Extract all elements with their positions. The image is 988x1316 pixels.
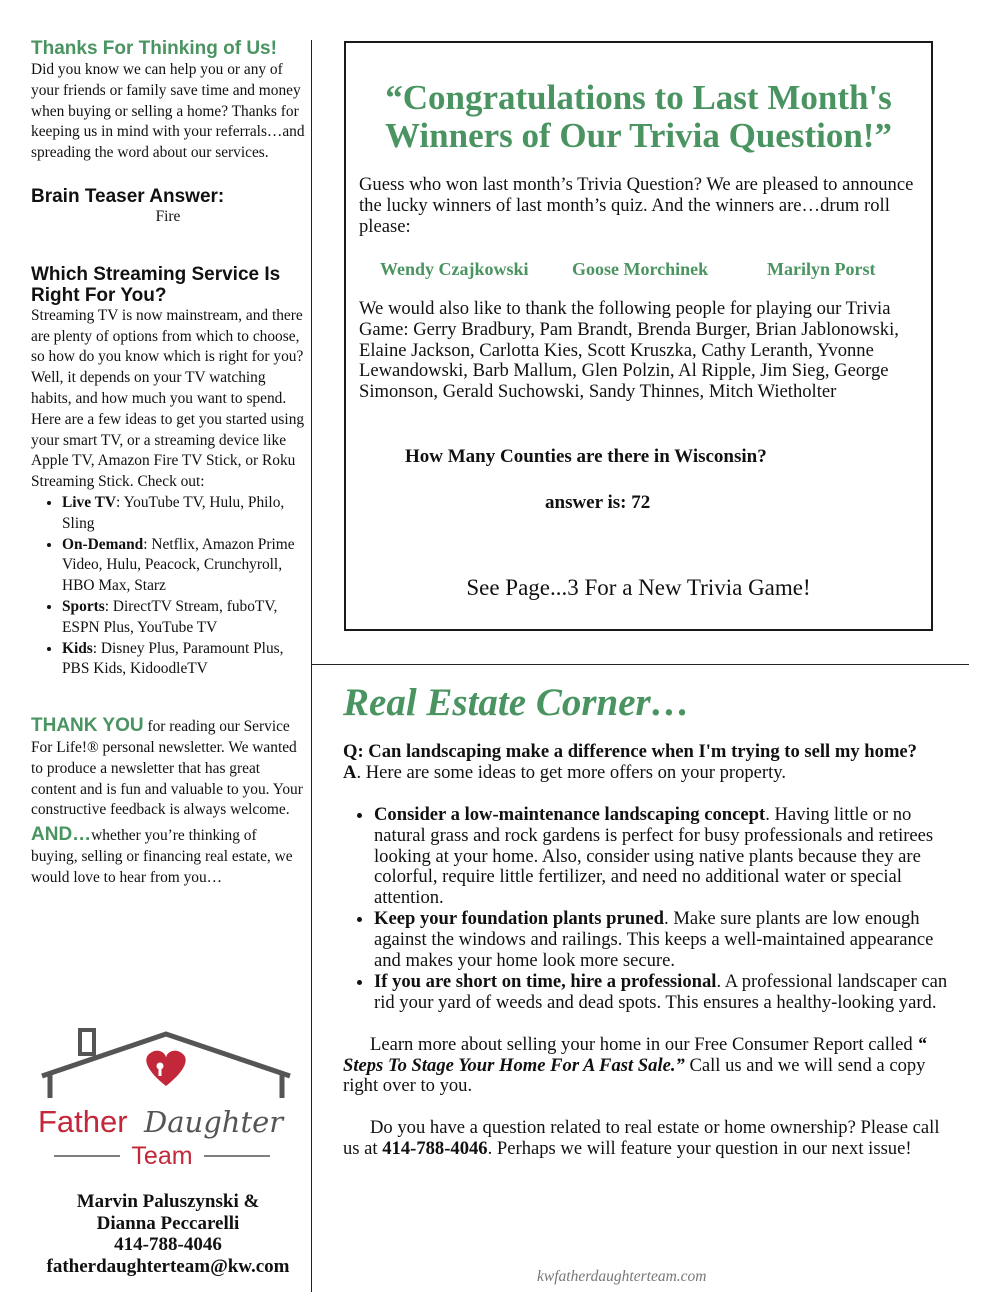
re-answer-text: . Here are some ideas to get more offers on your property. [356, 761, 787, 783]
brain-teaser-answer: Fire [155, 207, 181, 225]
list-item-label: On-Demand [62, 535, 144, 553]
streaming-heading: Which Streaming Service Is Right For You? [31, 263, 281, 306]
trivia-title: “Congratulations to Last Month's Winners of Our Trivia Question!” [385, 78, 892, 155]
agent-name-2: Dianna Peccarelli [96, 1212, 240, 1234]
list-item [374, 805, 958, 910]
winner-name: Marilyn Porst [767, 259, 876, 279]
ask-question-paragraph: Do you have a question related to real estate or home ownership? Please call us at 414-788-4046. Perhaps we will feature your question in our next issue! [343, 1117, 940, 1160]
re-answer-label: A [343, 761, 357, 783]
agent-name-1: Marvin Paluszynski & [76, 1191, 260, 1212]
brain-teaser-heading: Brain Teaser Answer: [31, 185, 225, 207]
thanks-body: Did you know we can help you or any of your friends or family save time and money when buying or selling a home? Thanks for keeping us in mind with your referrals…and spreading the word about our services. [31, 61, 305, 162]
trivia-box [344, 41, 933, 631]
column-divider [311, 40, 312, 1292]
bullet-text: . Having little or no natural grass and rock gardens is perfect for busy professionals and retirees looking at your home. Also, consider using native plants because they are colorful, require little fertilizer, and need no additional water or special attention. [374, 803, 934, 909]
streaming-list [31, 493, 305, 680]
re-answer [343, 763, 958, 784]
bullet-lead: Consider a low-maintenance landscaping concept [374, 803, 766, 825]
thank-you-body: for reading our Service For Life!® personal newsletter. We wanted to produce a newsletter that has great content and is fun and valuable to you. Your constructive feedback is always welcome. [31, 718, 303, 819]
contact-signature [31, 1191, 305, 1277]
footer-url[interactable]: kwfatherdaughterteam.com [537, 1268, 707, 1285]
list-item-text: : Disney Plus, Paramount Plus, PBS Kids, KidoodleTV [62, 639, 284, 678]
house-logo-graphic [36, 1028, 294, 1168]
left-sidebar [31, 38, 305, 889]
logo-father-text: Father [38, 1104, 128, 1139]
father-daughter-team-logo [36, 1028, 294, 1168]
list-item [374, 972, 958, 1014]
bullet-text: . Make sure plants are low enough against the windows and railings. This keeps a well-maintained appearance and makes your home look more secure. [374, 908, 934, 972]
list-item-label: Sports [62, 597, 105, 615]
heart-icon [146, 1051, 185, 1086]
chimney [80, 1030, 94, 1054]
trivia-thanks: We would also like to thank the following people for playing our Trivia Game: Gerry Bradbury, Pam Brandt, Brenda Burger, Brian Jablonowski, Elaine Jackson, Carlotta Kies, Scott Kruszka, Cathy Leranth, Yvonne Lewandowski, Barb Mallum, Glen Polzin, Al Ripple, Jim Sieg, George Simonson, Gerald Suchowski, Sandy Thinnes, Mitch Wietholter [359, 298, 899, 403]
and-lead: AND… [31, 824, 92, 846]
list-item-text: : Netflix, Amazon Prime Video, Hulu, Peacock, Crunchyroll, HBO Max, Starz [62, 535, 295, 595]
list-item-text: : YouTube TV, Hulu, Philo, Sling [62, 493, 285, 532]
thank-you-lead: THANK YOU [31, 715, 144, 737]
list-item-text: : DirectTV Stream, fuboTV, ESPN Plus, YouTube TV [62, 597, 278, 636]
list-item [62, 639, 305, 681]
trivia-question: How Many Counties are there in Wisconsin? [405, 446, 767, 467]
see-page-note: See Page...3 For a New Trivia Game! [466, 575, 811, 600]
re-bullet-list [343, 805, 958, 1014]
trivia-intro: Guess who won last month’s Trivia Question? We are pleased to announce the lucky winners of last month’s quiz. And the winners are…drum roll please: [359, 174, 914, 237]
list-item [62, 597, 305, 639]
section-divider [311, 664, 969, 665]
list-item [374, 909, 958, 972]
thanks-heading: Thanks For Thinking of Us! [31, 38, 277, 59]
winner-name: Goose Morchinek [572, 259, 709, 279]
list-item [62, 493, 305, 535]
list-item [62, 535, 305, 597]
re-question: Q: Can landscaping make a difference when I'm trying to sell my home? [343, 741, 917, 762]
logo-team-text: Team [131, 1142, 193, 1168]
list-item-label: Live TV [62, 493, 117, 511]
streaming-body: Streaming TV is now mainstream, and there are plenty of options from which to choose, so how do you know which is right for you? Well, it depends on your TV watching habits, and how much you want to spend. Here are a few ideas to get you started using your smart TV, or a streaming device like Apple TV, Amazon Fire TV Stick, or Roku Streaming Stick. Check out: [31, 306, 305, 491]
learn-more-paragraph: Learn more about selling your home in our Free Consumer Report called “ Steps To Stage Your Home For A Fast Sale.” Call us and we will send a copy right over to you. [343, 1033, 927, 1097]
ask-phone: 414-788-4046 [382, 1138, 488, 1160]
real-estate-title: Real Estate Corner… [343, 681, 690, 724]
bullet-lead: If you are short on time, hire a professional [374, 970, 717, 992]
logo-daughter-text: Daughter [144, 1105, 284, 1139]
bullet-text: . A professional landscaper can rid your yard of weeds and dead spots. This ensures a healthy-looking yard. [374, 970, 948, 1013]
and-paragraph [31, 825, 305, 888]
list-item-label: Kids [62, 639, 93, 657]
real-estate-body [343, 742, 958, 1160]
winner-name: Wendy Czajkowski [380, 259, 529, 279]
and-body: whether you’re thinking of buying, selling or financing real estate, we would love to hear from you… [31, 827, 293, 886]
thank-you-paragraph [31, 716, 305, 821]
contact-email[interactable]: fatherdaughterteam@kw.com [46, 1255, 290, 1277]
contact-phone: 414-788-4046 [114, 1234, 222, 1255]
report-title: “ Steps To Stage Your Home For A Fast Sale.” [343, 1033, 927, 1076]
bullet-lead: Keep your foundation plants pruned [374, 908, 665, 930]
trivia-answer: answer is: 72 [545, 492, 651, 513]
